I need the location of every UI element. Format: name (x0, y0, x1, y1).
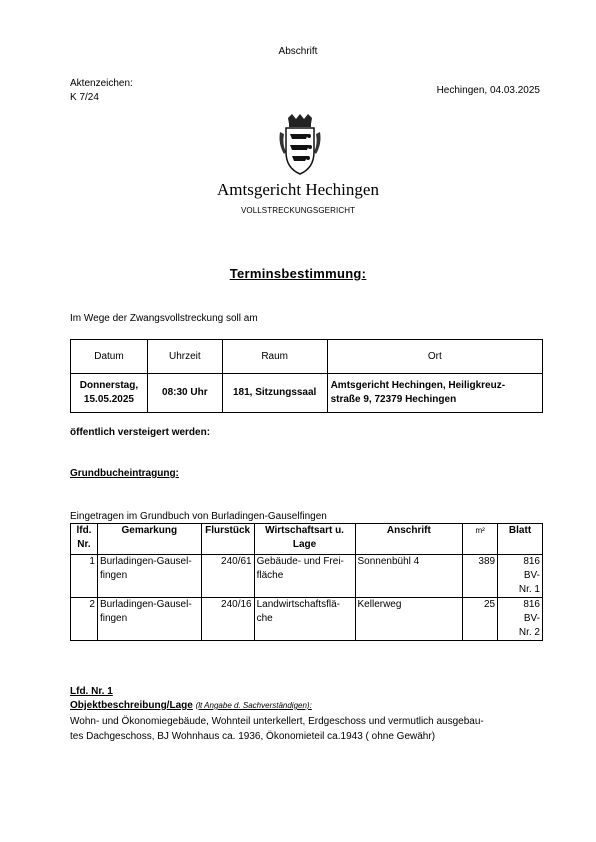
lfd-nr-heading: Lfd. Nr. 1 (70, 686, 113, 697)
header-blatt: Blatt (498, 524, 543, 555)
wa-line-1: Landwirtschaftsflä- (256, 599, 340, 610)
auction-statement: öffentlich versteigert werden: (70, 427, 211, 438)
appointment-place (327, 374, 542, 413)
file-ref-label: Aktenzeichen: (70, 78, 133, 89)
blatt-line-2: BV- (523, 570, 540, 581)
blatt-line-3: Nr. 2 (518, 627, 540, 638)
row-gemarkung (97, 598, 201, 641)
row-wirtschaftsart (254, 555, 355, 598)
court-department: VOLLSTRECKUNGSGERICHT (240, 206, 356, 215)
header-datum: Datum (71, 340, 148, 374)
blatt-line-1: 816 (523, 556, 540, 567)
place-line-1: Amtsgericht Hechingen, Heiligkreuz- (330, 380, 506, 391)
header-wa-line-1: Wirtschaftsart u. (265, 525, 344, 536)
row-anschrift: Sonnenbühl 4 (355, 555, 463, 598)
header-anschrift: Anschrift (355, 524, 463, 555)
court-name: Amtsgericht Hechingen (217, 180, 379, 199)
header-flurstueck: Flurstück (201, 524, 254, 555)
appointment-room: 181, Sitzungssaal (222, 374, 327, 413)
appointment-date (71, 374, 148, 413)
object-description (70, 714, 540, 744)
date-line-2: 15.05.2025 (83, 394, 134, 405)
description-line-2: tes Dachgeschoss, BJ Wohnhaus ca. 1936, Ökonomieteil ca.1943 ( ohne Gewähr) (70, 731, 436, 742)
header-wirtschaftsart (254, 524, 355, 555)
place-line-2: straße 9, 72379 Hechingen (330, 394, 457, 405)
header-gemarkung: Gemarkung (97, 524, 201, 555)
header-ort: Ort (327, 340, 542, 374)
header-nr-line-2: Nr. (77, 539, 91, 550)
object-heading-note: (lt Angabe d. Sachverständigen): (195, 701, 312, 710)
row-wirtschaftsart (254, 598, 355, 641)
header-lfd-nr (71, 524, 98, 555)
land-register-heading: Grundbucheintragung: (70, 468, 179, 479)
row-blatt (498, 555, 543, 598)
wa-line-1: Gebäude- und Frei- (256, 556, 344, 567)
date-line-1: Donnerstag, (79, 380, 139, 391)
row-nr: 2 (71, 598, 98, 641)
description-line-1: Wohn- und Ökonomiegebäude, Wohnteil unterkellert, Erdgeschoss und vermutlich ausgebau- (70, 716, 484, 727)
land-register-intro: Eingetragen im Grundbuch von Burladingen-Gauselfingen (70, 511, 327, 522)
row-nr: 1 (71, 555, 98, 598)
row-anschrift: Kellerweg (355, 598, 463, 641)
header-raum: Raum (222, 340, 327, 374)
land-register-table (70, 523, 543, 641)
row-gemarkung (97, 555, 201, 598)
header-wa-line-2: Lage (292, 539, 317, 550)
file-ref-value: K 7/24 (70, 92, 99, 103)
gemarkung-line-1: Burladingen-Gausel- (99, 556, 192, 567)
intro-text: Im Wege der Zwangsvollstreckung soll am (70, 313, 258, 324)
file-reference (70, 77, 133, 105)
coat-of-arms-icon (278, 114, 322, 176)
row-blatt (498, 598, 543, 641)
land-header-row (71, 524, 543, 555)
row-flurstueck: 240/16 (201, 598, 254, 641)
object-description-heading (70, 700, 312, 711)
table-row (71, 598, 543, 641)
header-nr-line-1: lfd. (76, 525, 92, 536)
place-date: Hechingen, 04.03.2025 (436, 85, 540, 96)
row-m2: 25 (463, 598, 498, 641)
gemarkung-line-1: Burladingen-Gausel- (99, 599, 192, 610)
wa-line-2: fläche (256, 570, 284, 581)
row-flurstueck: 240/61 (201, 555, 254, 598)
appointment-header-row (71, 340, 543, 374)
document-title: Terminsbestimmung: (229, 266, 367, 281)
object-heading-label: Objektbeschreibung/Lage (70, 700, 193, 711)
appointment-time: 08:30 Uhr (147, 374, 222, 413)
appointment-table (70, 339, 543, 413)
appointment-row (71, 374, 543, 413)
blatt-line-2: BV- (523, 613, 540, 624)
gemarkung-line-2: fingen (99, 613, 128, 624)
table-row (71, 555, 543, 598)
header-uhrzeit: Uhrzeit (147, 340, 222, 374)
row-m2: 389 (463, 555, 498, 598)
gemarkung-line-2: fingen (99, 570, 128, 581)
header-m2: m² (463, 524, 498, 555)
blatt-line-3: Nr. 1 (518, 584, 540, 595)
blatt-line-1: 816 (523, 599, 540, 610)
wa-line-2: che (256, 613, 273, 624)
copy-label: Abschrift (278, 46, 318, 57)
